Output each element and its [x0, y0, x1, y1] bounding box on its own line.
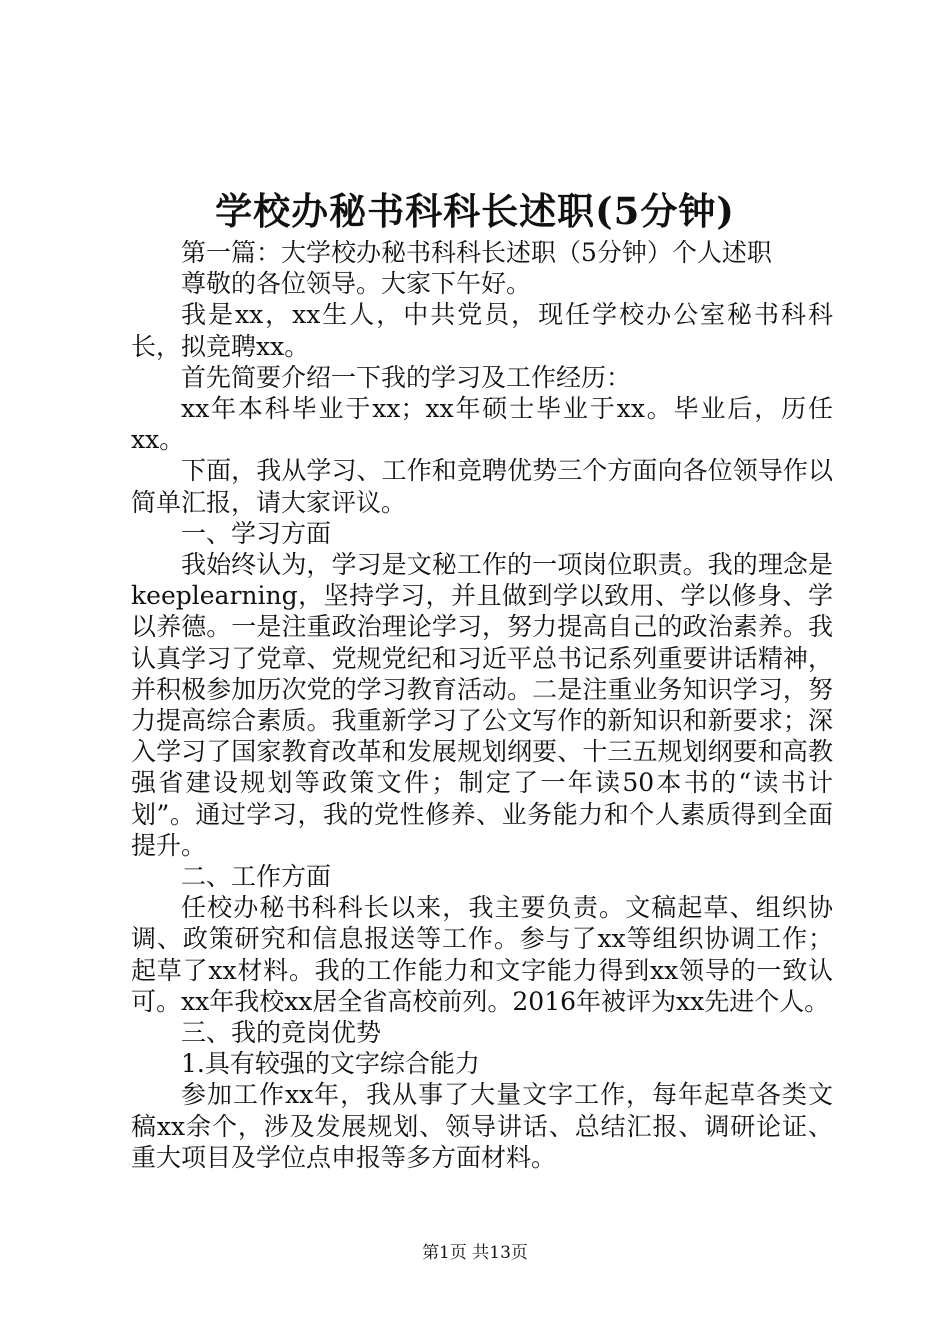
section-heading: 三、我的竞岗优势: [181, 1018, 382, 1048]
paragraph: 首先简要介绍一下我的学习及工作经历：: [181, 362, 632, 392]
paragraph: 任校办秘书科科长以来，我主要负责。文稿起草、组织协调、政策研究和信息报送等工作。参与了xx等组织协调工作；起草了xx材料。我的工作能力和文字能力得到xx领导的一致认可。xx年我校xx居全省高校前列。2016年被评为xx先进个人。: [131, 893, 833, 1016]
section-heading: 二、工作方面: [181, 862, 332, 892]
section-heading: 一、学习方面: [181, 518, 332, 548]
paragraph: xx年本科毕业于xx；xx年硕士毕业于xx。毕业后，历任xx。: [131, 394, 833, 455]
subsection-heading: 1.具有较强的文字综合能力: [181, 1049, 480, 1079]
paragraph: 我是xx，xx生人，中共党员，现任学校办公室秘书科科长，拟竞聘xx。: [131, 300, 833, 361]
paragraph: 下面，我从学习、工作和竞聘优势三个方面向各位领导作以简单汇报，请大家评议。: [131, 456, 833, 517]
paragraph: 尊敬的各位领导。大家下午好。: [181, 269, 532, 299]
paragraph: 第一篇：大学校办秘书科科长述职（5分钟）个人述职: [181, 238, 772, 267]
paragraph: 参加工作xx年，我从事了大量文字工作，每年起草各类文稿xx余个，涉及发展规划、领导讲话、总结汇报、调研论证、重大项目及学位点申报等多方面材料。: [131, 1080, 833, 1172]
page-footer: 第1页 共13页: [422, 1243, 528, 1263]
paragraph: 我始终认为，学习是文秘工作的一项岗位职责。我的理念是keeplearning，坚持学习，并且做到学以致用、学以修身、学以养德。一是注重政治理论学习，努力提高自己的政治素养。我认真学习了党章、党规党纪和习近平总书记系列重要讲话精神，并积极参加历次党的学习教育活动。二是注重业务知识学习，努力提高综合素质。我重新学习了公文写作的新知识和新要求；深入学习了国家教育改革和发展规划纲要、十三五规划纲要和高教强省建设规划等政策文件；制定了一年读50本书的“读书计划”。通过学习，我的党性修养、业务能力和个人素质得到全面提升。: [131, 550, 833, 860]
document-body: [131, 237, 833, 1173]
document-title: 学校办秘书科科长述职(5分钟): [215, 189, 735, 233]
